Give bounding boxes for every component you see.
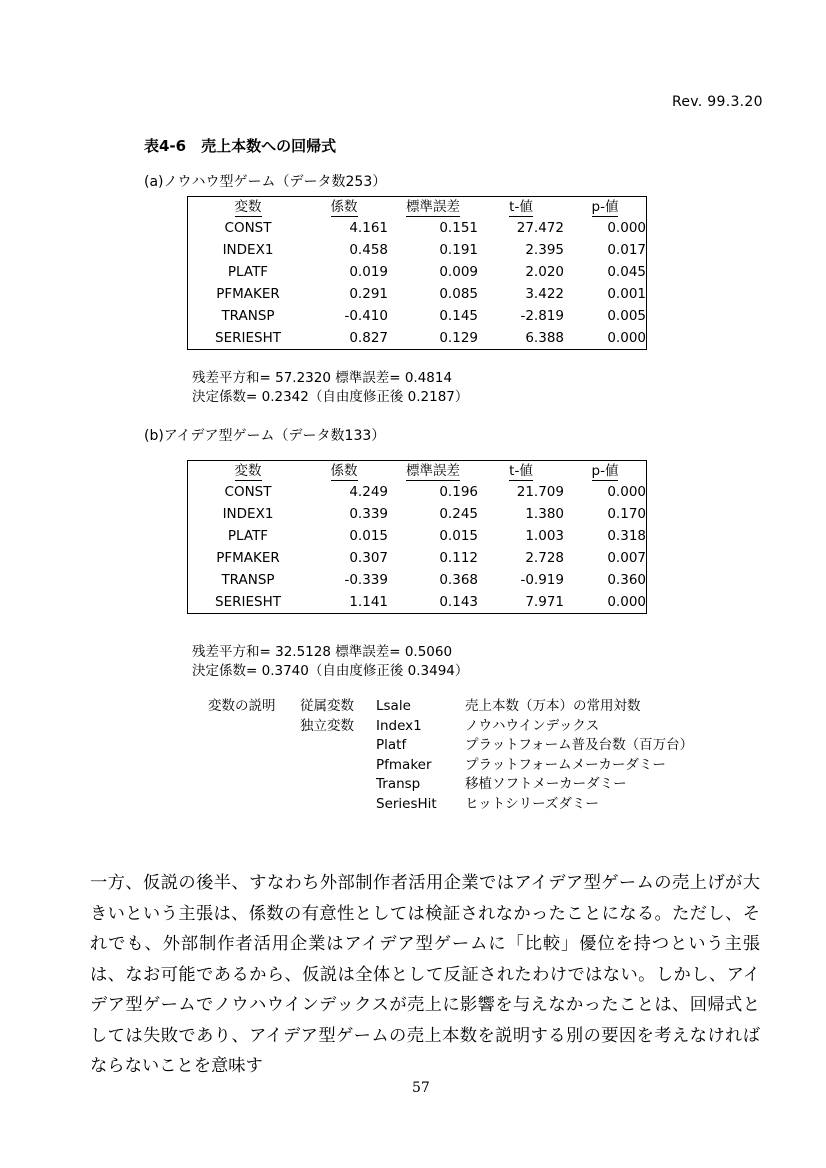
table-header-row <box>188 197 647 218</box>
cell-p-value: 0.045 <box>607 264 646 280</box>
cell-p-value: 0.318 <box>607 528 646 544</box>
cell-variable: INDEX1 <box>222 506 274 522</box>
cell-std-error: 0.245 <box>439 506 478 522</box>
table-a-subtitle: (a)ノウハウ型ゲーム（データ数253） <box>144 174 387 190</box>
cell-std-error: 0.009 <box>439 264 478 280</box>
independent-variable-label: 独立変数 <box>300 717 354 734</box>
body-paragraph: 一方、仮説の後半、すなわち外部制作者活用企業ではアイデア型ゲームの売上げが大きいという主張は、係数の有意性としては検証されなかったことになる。ただし、それでも、外部制作者活用企業はアイデア型ゲームに「比較」優位を持つという主張は、なお可能であるから、仮説は全体として反証されたわけではない。しかし、アイデア型ゲームでノウハウインデックスが売上に影響を与えなかったことは、回帰式としては失敗であり、アイデア型ゲームの売上本数を説明する別の要因を考えなければならないことを意味す <box>90 873 760 1076</box>
cell-t-value: 2.395 <box>525 242 564 258</box>
cell-coefficient: -0.339 <box>344 572 388 588</box>
cell-std-error: 0.368 <box>439 572 478 588</box>
cell-p-value: 0.000 <box>607 330 646 346</box>
cell-p-value: 0.000 <box>607 220 646 236</box>
cell-coefficient: 4.249 <box>349 484 388 500</box>
cell-std-error: 0.085 <box>439 286 478 302</box>
cell-coefficient: -0.410 <box>344 308 388 324</box>
cell-t-value: 1.003 <box>525 528 564 544</box>
cell-coefficient: 0.019 <box>349 264 388 280</box>
regression-table-b <box>187 460 647 614</box>
variable-description: ノウハウインデックス <box>465 717 600 734</box>
header-std-error: 標準誤差 <box>406 199 460 215</box>
table-row <box>188 547 647 569</box>
header-coefficient: 係数 <box>330 199 358 215</box>
variable-name: Pfmaker <box>376 756 432 773</box>
cell-coefficient: 0.291 <box>349 286 388 302</box>
variable-name: SeriesHit <box>376 795 437 812</box>
cell-variable: TRANSP <box>221 308 275 324</box>
cell-variable: TRANSP <box>221 572 275 588</box>
cell-variable: PLATF <box>227 528 269 544</box>
header-variable: 変数 <box>234 463 262 479</box>
cell-p-value: 0.170 <box>607 506 646 522</box>
legend-variable-names <box>376 697 437 814</box>
table-row <box>188 481 647 503</box>
cell-variable: PFMAKER <box>216 550 280 566</box>
cell-t-value: 1.380 <box>525 506 564 522</box>
cell-variable: INDEX1 <box>222 242 274 258</box>
table-row <box>188 503 647 525</box>
legend-role-column <box>300 697 354 736</box>
table-row <box>188 525 647 547</box>
cell-t-value: 27.472 <box>516 220 564 236</box>
legend-heading: 変数の説明 <box>208 698 276 714</box>
header-std-error: 標準誤差 <box>406 463 460 479</box>
table-b-subtitle: (b)アイデア型ゲーム（データ数133） <box>144 428 386 444</box>
cell-coefficient: 4.161 <box>349 220 388 236</box>
cell-t-value: -0.919 <box>520 572 564 588</box>
cell-p-value: 0.360 <box>607 572 646 588</box>
page-number: 57 <box>412 1080 430 1096</box>
regression-table-a <box>187 196 647 350</box>
cell-p-value: 0.007 <box>607 550 646 566</box>
table-b-stats-line1: 残差平方和= 32.5128 標準誤差= 0.5060 <box>192 644 453 660</box>
cell-variable: CONST <box>224 484 272 500</box>
table-row <box>188 239 647 261</box>
cell-t-value: 7.971 <box>525 594 564 610</box>
cell-std-error: 0.151 <box>439 220 478 236</box>
cell-t-value: 21.709 <box>516 484 564 500</box>
cell-variable: SERIESHT <box>215 594 281 610</box>
revision-label: Rev. 99.3.20 <box>672 94 763 110</box>
cell-variable: PLATF <box>227 264 269 280</box>
cell-t-value: -2.819 <box>520 308 564 324</box>
table-title: 表4-6 売上本数への回帰式 <box>144 137 337 155</box>
header-p-value: p-値 <box>591 463 619 479</box>
table-row <box>188 305 647 327</box>
variable-name: Index1 <box>376 717 422 734</box>
header-p-value: p-値 <box>591 199 619 215</box>
header-t-value: t-値 <box>509 463 533 479</box>
table-header-row <box>188 461 647 482</box>
cell-std-error: 0.143 <box>439 594 478 610</box>
header-t-value: t-値 <box>509 199 533 215</box>
cell-std-error: 0.015 <box>439 528 478 544</box>
cell-p-value: 0.000 <box>607 484 646 500</box>
cell-t-value: 6.388 <box>525 330 564 346</box>
cell-p-value: 0.017 <box>607 242 646 258</box>
variable-description: プラットフォーム普及台数（百万台） <box>465 737 694 753</box>
cell-p-value: 0.000 <box>607 594 646 610</box>
table-a-stats-line2: 決定係数= 0.2342（自由度修正後 0.2187） <box>192 389 469 405</box>
cell-variable: SERIESHT <box>215 330 281 346</box>
table-row <box>188 591 647 614</box>
table-row <box>188 261 647 283</box>
cell-t-value: 3.422 <box>525 286 564 302</box>
cell-std-error: 0.196 <box>439 484 478 500</box>
cell-coefficient: 0.339 <box>349 506 388 522</box>
cell-std-error: 0.129 <box>439 330 478 346</box>
cell-p-value: 0.005 <box>607 308 646 324</box>
cell-std-error: 0.191 <box>439 242 478 258</box>
cell-t-value: 2.020 <box>525 264 564 280</box>
cell-std-error: 0.112 <box>439 550 478 566</box>
cell-std-error: 0.145 <box>439 308 478 324</box>
header-variable: 変数 <box>234 199 262 215</box>
variable-name: Platf <box>376 737 407 753</box>
variable-description: プラットフォームメーカーダミー <box>465 756 666 773</box>
variable-description: ヒットシリーズダミー <box>465 795 599 812</box>
variable-description: 売上本数（万本）の常用対数 <box>465 698 641 714</box>
legend-variable-descriptions <box>465 697 693 814</box>
table-row <box>188 283 647 305</box>
cell-t-value: 2.728 <box>525 550 564 566</box>
variable-description: 移植ソフトメーカーダミー <box>465 776 627 792</box>
table-a-stats-line1: 残差平方和= 57.2320 標準誤差= 0.4814 <box>192 370 453 386</box>
variable-name: Lsale <box>376 698 411 714</box>
cell-coefficient: 0.827 <box>349 330 388 346</box>
cell-coefficient: 0.307 <box>349 550 388 566</box>
cell-coefficient: 1.141 <box>349 594 388 610</box>
cell-coefficient: 0.015 <box>349 528 388 544</box>
dependent-variable-label: 従属変数 <box>300 698 354 714</box>
cell-p-value: 0.001 <box>607 286 646 302</box>
table-row <box>188 217 647 239</box>
table-b-stats-line2: 決定係数= 0.3740（自由度修正後 0.3494） <box>192 663 469 679</box>
cell-coefficient: 0.458 <box>349 242 388 258</box>
table-row <box>188 569 647 591</box>
table-row <box>188 327 647 350</box>
header-coefficient: 係数 <box>330 463 358 479</box>
variable-name: Transp <box>376 776 421 792</box>
cell-variable: CONST <box>224 220 272 236</box>
cell-variable: PFMAKER <box>216 286 280 302</box>
